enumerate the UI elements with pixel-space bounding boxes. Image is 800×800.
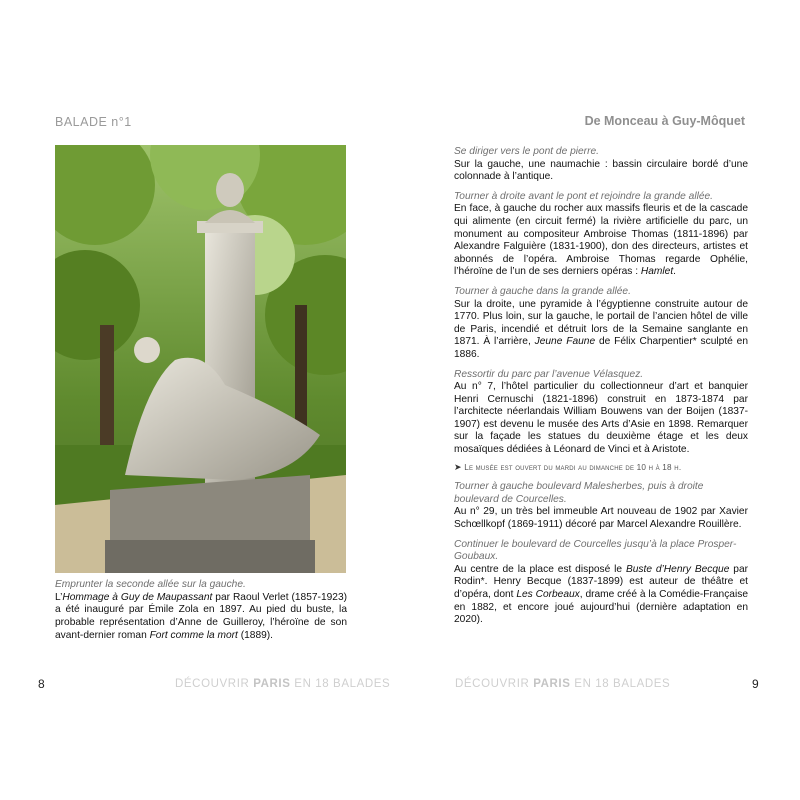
book-title-part: EN 18 BALADES: [290, 678, 391, 690]
book-title-left: [175, 678, 390, 690]
step-text-part: .: [673, 266, 677, 278]
statue-illustration: [55, 145, 346, 573]
itinerary-step: [454, 369, 748, 475]
novel-title: Fort comme la mort: [149, 629, 238, 641]
step-direction: Tourner à gauche dans la grande allée.: [454, 285, 631, 297]
step-direction: Tourner à droite avant le pont et rejoindre la grande allée.: [454, 190, 714, 202]
caption-text-part: (1889).: [237, 629, 273, 641]
book-title-strong: PARIS: [533, 678, 571, 690]
itinerary-step: [454, 286, 748, 362]
step-text-part: de Félix Charpentier* sculpté en 1886.: [454, 336, 748, 360]
book-title-part: DÉCOUVRIR: [455, 678, 534, 690]
step-direction: Tourner à gauche boulevard Malesherbes, puis à droite boulevard de Courcelles.: [454, 481, 704, 505]
step-direction: Continuer le boulevard de Courcelles jusqu’à la place Prosper-Goubaux.: [454, 538, 737, 563]
step-text-part: Sur la droite, une pyramide à l’égyptienne construite autour de 1770. Plus loin, sur la gauche, le portail de l’ancien hôtel de ville de Paris, incendié et détruit lors de la Semaine sanglante en 1871. À l’arrière,: [454, 298, 748, 348]
caption-text-part: L’: [55, 591, 63, 603]
book-title-strong: PARIS: [253, 678, 291, 690]
play-title: Les Corbeaux: [516, 589, 580, 600]
book-title-right: [455, 678, 670, 690]
step-text: [454, 299, 748, 362]
running-head-left: BALADE n°1: [55, 115, 132, 129]
arrow-icon: ➤: [454, 461, 462, 472]
step-text-part: , drame créé à la Comédie-Française en 1882, et encore joué aujourd’hui (dernière adaptation en 2020).: [454, 589, 748, 626]
caption-text-part: par Raoul Verlet (1857-1923) a été inauguré par Émile Zola en 1897. Au pied du buste, la probable représentation d’Anne de Guilleroy, l’héroïne de son avant-dernier roman: [55, 591, 347, 641]
running-head-right: De Monceau à Guy-Môquet: [584, 114, 745, 128]
itinerary-step: [454, 539, 748, 627]
itinerary-step: [454, 191, 748, 279]
monument-photo: [55, 145, 346, 573]
step-text: [454, 564, 748, 627]
caption-direction: Emprunter la seconde allée sur la gauche.: [55, 579, 246, 590]
opening-hours-text: Le musée est ouvert du mardi au dimanche de 10 h à 18 h.: [464, 462, 682, 472]
step-text-part: par Rodin*. Henry Becque (1837-1899) est auteur de théâtre et d’opéra, dont: [454, 563, 748, 600]
page-number-left: 8: [38, 677, 45, 691]
caption-text: [55, 592, 347, 643]
itinerary-step: [454, 481, 748, 531]
step-text-part: Au centre de la place est disposé le: [454, 563, 626, 575]
opening-hours-note: [454, 461, 748, 475]
step-text: [454, 203, 748, 279]
opera-title: Hamlet: [640, 266, 674, 278]
step-text: Sur la gauche, une naumachie : bassin circulaire bordé d’une colonnade à l’antique.: [454, 158, 748, 183]
itinerary-text: [454, 146, 748, 634]
sculpture-title: Jeune Faune: [534, 336, 596, 348]
step-text: Au n° 29, un très bel immeuble Art nouveau de 1902 par Xavier Schœllkopf (1869-1911) décoré par Marcel Alexandre Rouillère.: [454, 506, 748, 531]
step-text-part: En face, à gauche du rocher aux massifs fleuris et de la cascade qui alimente (en circuit fermé) la rivière artificielle du parc, un monument au compositeur Ambroise Thomas (1811-1896) par Alexandre Falguière (1831-1900), don des directeurs, artistes et abonnés de l’opéra. Ambroise Thomas regarde Ophélie, l’héroïne de l’un de ses derniers opéras :: [454, 203, 748, 278]
itinerary-step: [454, 146, 748, 184]
page-number-right: 9: [752, 677, 759, 691]
bust-title: Buste d’Henry Becque: [625, 563, 730, 575]
step-direction: Se diriger vers le pont de pierre.: [454, 146, 599, 157]
book-title-part: DÉCOUVRIR: [175, 678, 254, 690]
step-direction: Ressortir du parc par l’avenue Vélasquez.: [454, 368, 644, 380]
step-text: Au n° 7, l’hôtel particulier du collectionneur d’art et banquier Henri Cernuschi (1821-1896) construit en 1873-1874 par l’architecte néerlandais William Bouwens van der Boijen (1837-1907) est devenu le musée des Arts d’Asie en 1898. Remarquer sur la façade les statues du deuxième étage et les deux mosaïques dédiées à Léonard de Vinci et à Aristote.: [454, 381, 748, 456]
photo-caption: [55, 579, 347, 643]
artwork-title: Hommage à Guy de Maupassant: [62, 591, 213, 603]
book-title-part: EN 18 BALADES: [570, 678, 671, 690]
